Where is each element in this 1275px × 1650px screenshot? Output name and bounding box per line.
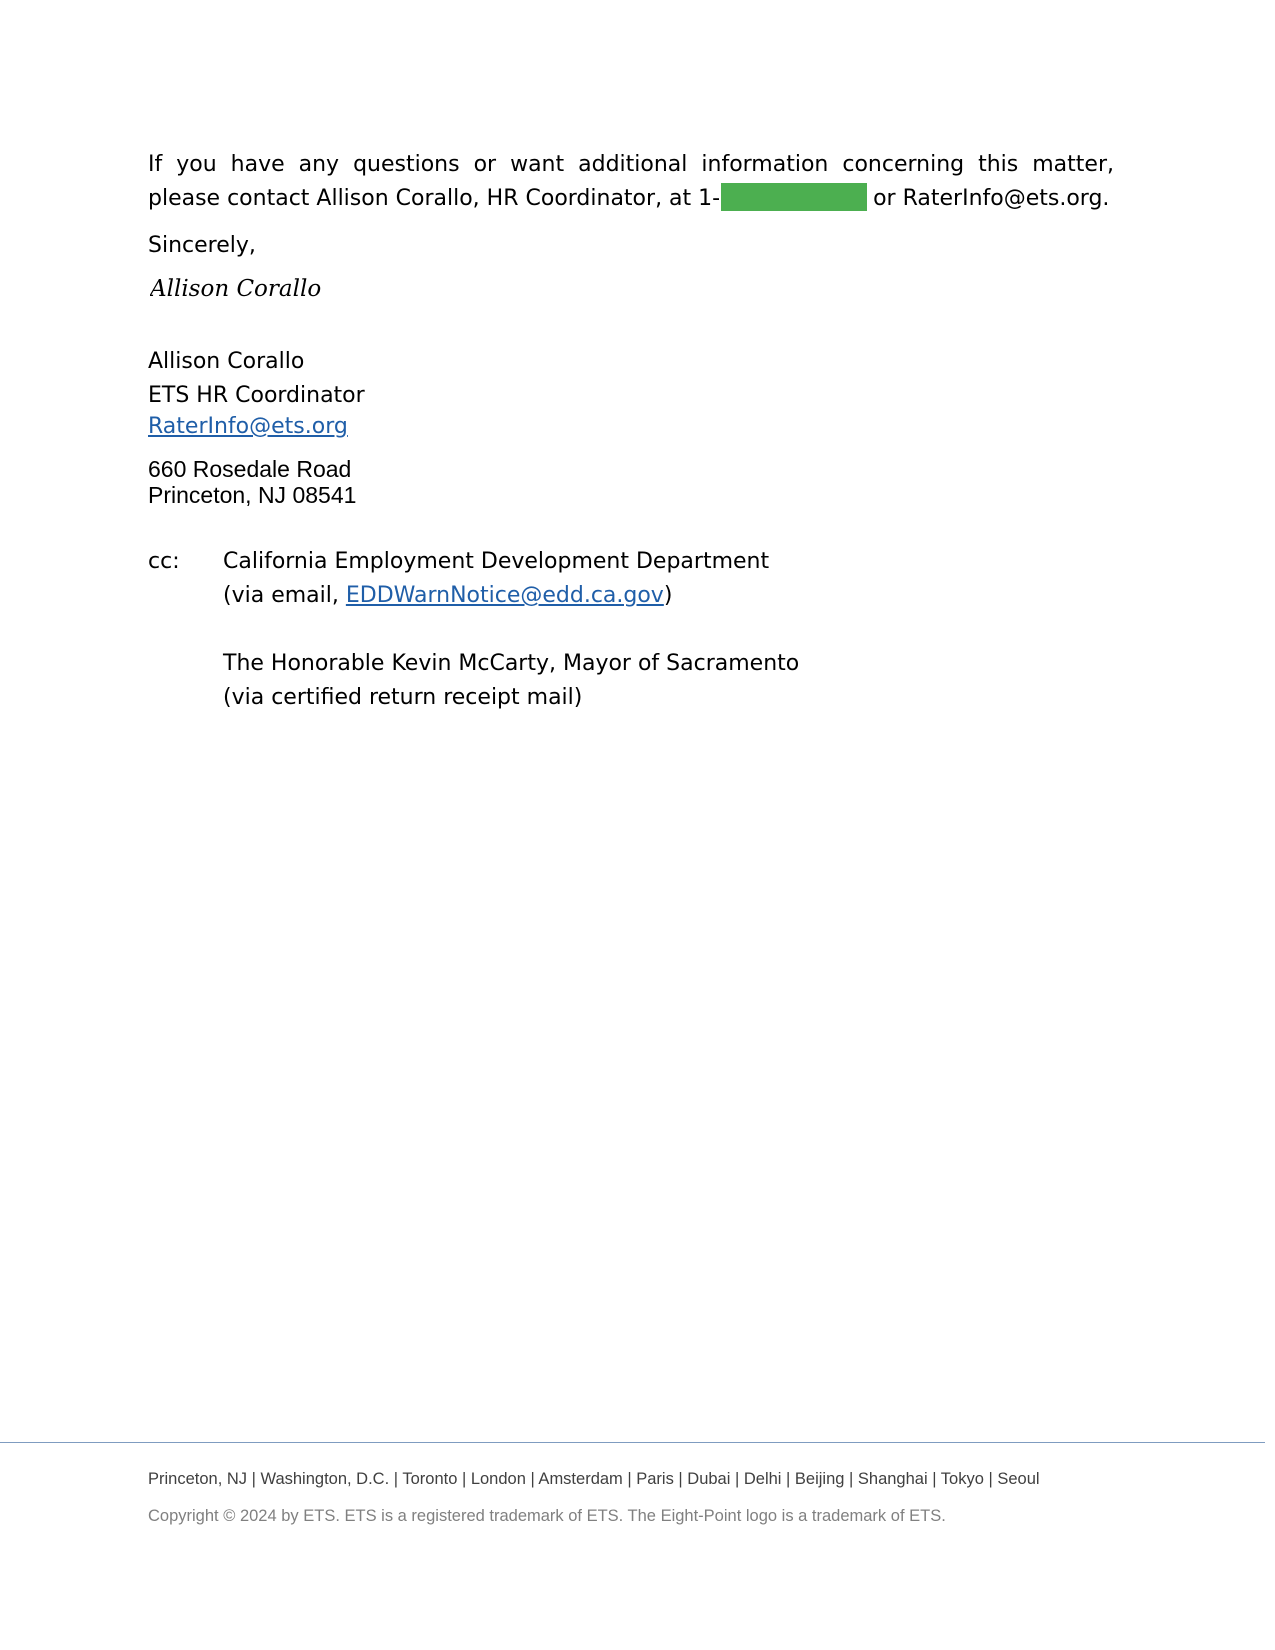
cc-delivery-prefix: (via email, (223, 583, 346, 608)
edd-email-link[interactable]: EDDWarnNotice@edd.ca.gov (345, 583, 664, 608)
cc-label: cc: (148, 549, 180, 574)
signer-name: Allison Corallo (148, 349, 305, 374)
handwritten-signature (150, 272, 350, 312)
cc-recipient (223, 647, 799, 715)
address-street: 660 Rosedale Road (148, 456, 352, 482)
footer-office-locations: Princeton, NJ | Washington, D.C. | Toronto | London | Amsterdam | Paris | Dubai | Delhi | Beijing | Shanghai | Tokyo | Seoul (148, 1470, 1040, 1488)
cc-recipient-name: California Employment Development Department (223, 549, 770, 574)
mailing-address (148, 456, 356, 508)
contact-paragraph-text: If you have any questions or want additional information concerning this matter, please contact Allison Corallo, HR Coordinator, at 1- (148, 152, 1114, 211)
footer-copyright: Copyright © 2024 by ETS. ETS is a registered trademark of ETS. The Eight-Point logo is a trademark of ETS. (148, 1507, 946, 1525)
cc-recipient-delivery: (via certified return receipt mail) (223, 685, 583, 710)
cc-recipient-delivery (223, 579, 799, 613)
cc-recipient-name: The Honorable Kevin McCarty, Mayor of Sacramento (223, 651, 800, 676)
signature-block (148, 345, 365, 441)
signer-title: ETS HR Coordinator (148, 383, 365, 408)
address-city: Princeton, NJ 08541 (148, 482, 357, 508)
signature-text: Allison Corallo (150, 276, 322, 302)
phone-redaction (721, 183, 867, 211)
footer-divider (0, 1442, 1265, 1443)
cc-delivery-suffix: ) (663, 583, 673, 608)
cc-recipient-list (223, 545, 799, 749)
signer-email-link[interactable]: RaterInfo@ets.org (148, 414, 348, 439)
cc-recipient (223, 545, 799, 613)
contact-paragraph-tail: or RaterInfo@ets.org. (873, 186, 1110, 211)
closing-salutation: Sincerely, (148, 233, 256, 258)
contact-paragraph (148, 148, 1114, 216)
